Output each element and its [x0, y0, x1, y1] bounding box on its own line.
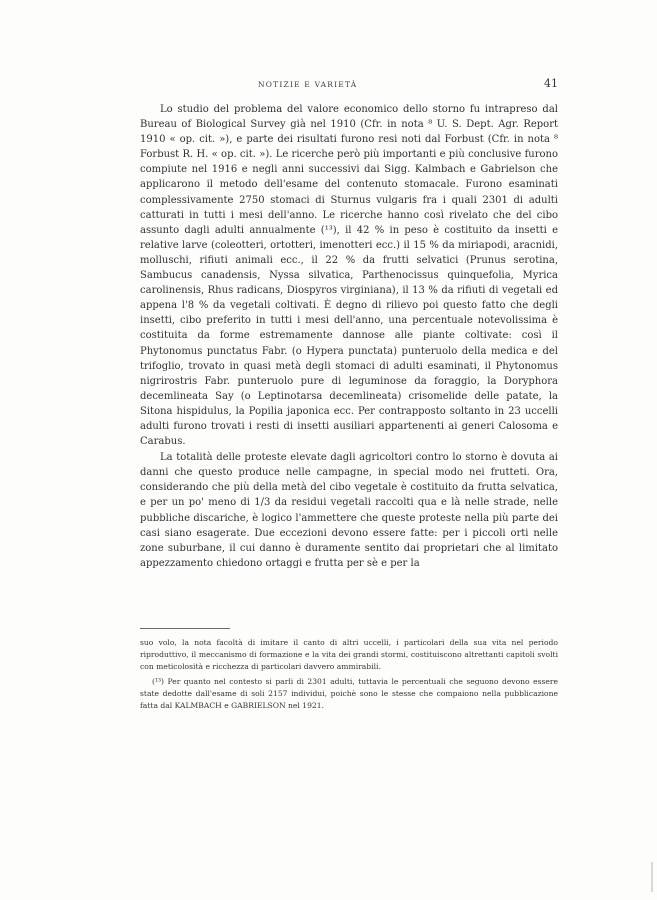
footnote-13: (¹³) Per quanto nel contesto si parli di 2301 adulti, tuttavia le percentuali che seguono devono essere state dedotte dall'esame di soli 2157 individui, poichè sono le stesse che compaiono nella pubblicazione fatta dal KALMBACH e GABRIELSON nel 1921.	[140, 676, 558, 711]
paragraph: La totalità delle proteste elevate dagli agricoltori contro lo storno è dovuta ai danni che questo produce nelle campagne, in special modo nei frutteti. Ora, considerando che più della metà del cibo vegetale è costituito da frutta selvatica, e per un po' meno di 1/3 da residui vegetali raccolti qua e là nelle strade, nelle pubbliche discariche, è logico l'ammettere che queste proteste nella più parte dei casi siano esagerate. Due eccezioni devono essere fatte: per i piccoli orti nelle zone suburbane, il cui danno è duramente sentito dai proprietari che al limitato appezzamento chiedono ortaggi e frutta per sè e per la	[140, 452, 558, 569]
page-header	[140, 77, 558, 96]
scan-edge-mark	[651, 862, 653, 892]
running-head: NOTIZIE E VARIETÀ	[258, 80, 358, 89]
footnote-divider	[140, 628, 230, 629]
footnotes	[140, 637, 558, 712]
paragraph: Lo studio del problema del valore economico dello storno fu intrapreso dal Bureau of Biological Survey già nel 1910 (Cfr. in nota ⁸ U. S. Dept. Agr. Report 1910 « op. cit. »), e parte dei risultati furono resi noti dal Forbust (Cfr. in nota ⁸ Forbust R. H. « op. cit. »). Le ricerche però più importanti e più conclusive furono compiute nel 1916 e negli anni successivi dai Sigg. Kalmbach e Gabrielson che applicarono il metodo dell'esame del contenuto stomacale. Furono esaminati complessivamente 2750 stomaci di Sturnus vulgaris fra i quali 2301 di adulti catturati in tutti i mesi dell'anno. Le ricerche hanno così rivelato che del cibo assunto dagli adulti annualmente (¹³), il 42 % in peso è costituito da insetti e relative larve (coleotteri, ortotteri, imenotteri ecc.) il 15 % da miriapodi, aracnidi, molluschi, rifiuti animali ecc., il 22 % da frutti selvatici (Prunus serotina, Sambucus canadensis, Nyssa silvatica, Parthenocissus quinquefolia, Myrica carolinensis, Rhus radicans, Diospyros virginiana), il 13 % da rifiuti di vegetali ed appena l'8 % da vegetali coltivati. È degno di rilievo poi questo fatto che degli insetti, cibo preferito in tutti i mesi dell'anno, una percentuale notevolissima è costituita da forme estremamente dannose alle piante coltivate: così il Phytonomus punctatus Fabr. (o Hypera punctata) punteruolo della medica e del trifoglio, trovato in quasi metà degli stomaci di adulti esaminati, il Phytonomus nigrirostris Fabr. punteruolo pure di leguminose da foraggio, la Doryphora decemlineata Say (o Leptinotarsa decemlineata) crisomelide delle patate, la Sitona hispidulus, la Popilia japonica ecc. Per contrapposto soltanto in 23 uccelli adulti furono trovati i resti di insetti ausiliari appartenenti ai generi Calosoma e Carabus.	[140, 104, 558, 448]
page-number: 41	[544, 77, 558, 90]
footnote-continuation: suo volo, la nota facoltà di imitare il canto di altri uccelli, i particolari della sua vita nel periodo riproduttivo, il meccanismo di formazione e la vita dei grandi stormi, costituiscono altrettanti capitoli svolti con meticolosità e ricchezza di particolari davvero ammirabili.	[140, 638, 558, 672]
body-text	[140, 102, 558, 571]
